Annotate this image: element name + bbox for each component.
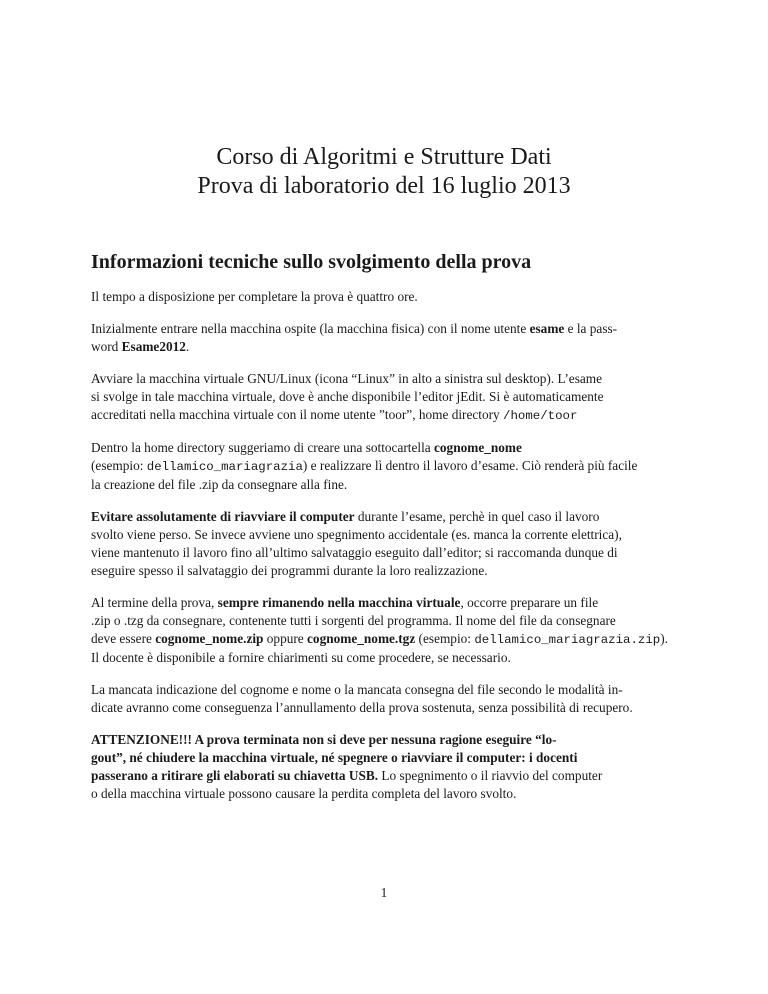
document-body bbox=[91, 288, 679, 817]
filename-example: dellamico_mariagrazia.zip bbox=[474, 633, 661, 647]
paragraph-penalty: La mancata indicazione del cognome e nome o la mancata consegna del file secondo le modalità in- dicate avranno come conseguenza l’annullamento della prova sostenuta, senza possibilità di recupero. bbox=[91, 682, 633, 715]
title-line-2: Prova di laboratorio del 16 luglio 2013 bbox=[197, 173, 571, 199]
paragraph-submission: Al termine della prova, sempre rimanendo nella macchina virtuale, occorre preparare un file .zip o .tzg da consegnare, contenente tutti i sorgenti del programma. Il nome del file da consegnare deve essere cognome_nome.zip oppure cognome_nome.tgz (esempio: dellamico_mariagrazia.zip). Il docente è disponibile a fornire chiarimenti su come procedere, se necessario. bbox=[91, 595, 668, 665]
attention-line-2: gout”, né chiudere la macchina virtuale, né spegnere o riavviare il computer: i docenti bbox=[91, 750, 578, 765]
paragraph-login: Inizialmente entrare nella macchina ospite (la macchina fisica) con il nome utente esame e la pass- word Esame2012. bbox=[91, 321, 618, 354]
paragraph-folder: Dentro la home directory suggeriamo di creare una sottocartella cognome_nome (esempio: dellamico_mariagrazia) e realizzare lì dentro il lavoro d’esame. Ciò renderà più facile la creazione del file .zip da consegnare alla fine. bbox=[91, 440, 638, 492]
no-reboot-warning: Evitare assolutamente di riavviare il computer bbox=[91, 509, 355, 524]
page-number: 1 bbox=[380, 885, 388, 900]
attention-line-1: ATTENZIONE!!! A prova terminata non si deve per nessuna ragione eseguire “lo- bbox=[91, 732, 557, 747]
tgz-filename: cognome_nome.tgz bbox=[307, 631, 416, 646]
home-directory-path: /home/toor bbox=[503, 409, 578, 423]
paragraph-time-limit: Il tempo a disposizione per completare la prova è quattro ore. bbox=[91, 289, 418, 304]
section-heading: Informazioni tecniche sullo svolgimento della prova bbox=[91, 251, 532, 273]
username-value: esame bbox=[529, 321, 565, 336]
password-value: Esame2012 bbox=[121, 339, 186, 354]
paragraph-no-reboot: Evitare assolutamente di riavviare il computer durante l’esame, perchè in quel caso il lavoro svolto viene perso. Se invece avviene uno spegnimento accidentale (es. manca la corrente elettrica), viene mantenuto il lavoro fino all’ultimo salvataggio eseguito dall’editor; si raccomanda dunque di eseguire spesso il salvataggio dei programmi durante la loro realizzazione. bbox=[91, 509, 622, 578]
title-line-1: Corso di Algoritmi e Strutture Dati bbox=[216, 144, 552, 170]
zip-filename: cognome_nome.zip bbox=[155, 631, 264, 646]
paragraph-attention: ATTENZIONE!!! A prova terminata non si deve per nessuna ragione eseguire “lo- gout”, né chiudere la macchina virtuale, né spegnere o riavviare il computer: i docenti passerano a ritirare gli elaborati su chiavetta USB. Lo spegnimento o il riavvio del computer o della macchina virtuale possono causare la perdita completa del lavoro svolto. bbox=[91, 732, 603, 801]
folder-example: dellamico_mariagrazia bbox=[146, 460, 303, 474]
folder-name: cognome_nome bbox=[434, 440, 522, 455]
stay-in-vm-note: sempre rimanendo nella macchina virtuale bbox=[217, 595, 461, 610]
paragraph-virtual-machine: Avviare la macchina virtuale GNU/Linux (icona “Linux” in alto a sinistra sul desktop). L’esame si svolge in tale macchina virtuale, dove è anche disponibile l’editor jEdit. Si è automaticamente accreditati nella macchina virtuale con il nome utente ”toor”, home directory /home/toor bbox=[91, 371, 604, 423]
attention-line-3: passerano a ritirare gli elaborati su chiavetta USB. bbox=[91, 768, 379, 783]
document-title bbox=[0, 143, 768, 201]
